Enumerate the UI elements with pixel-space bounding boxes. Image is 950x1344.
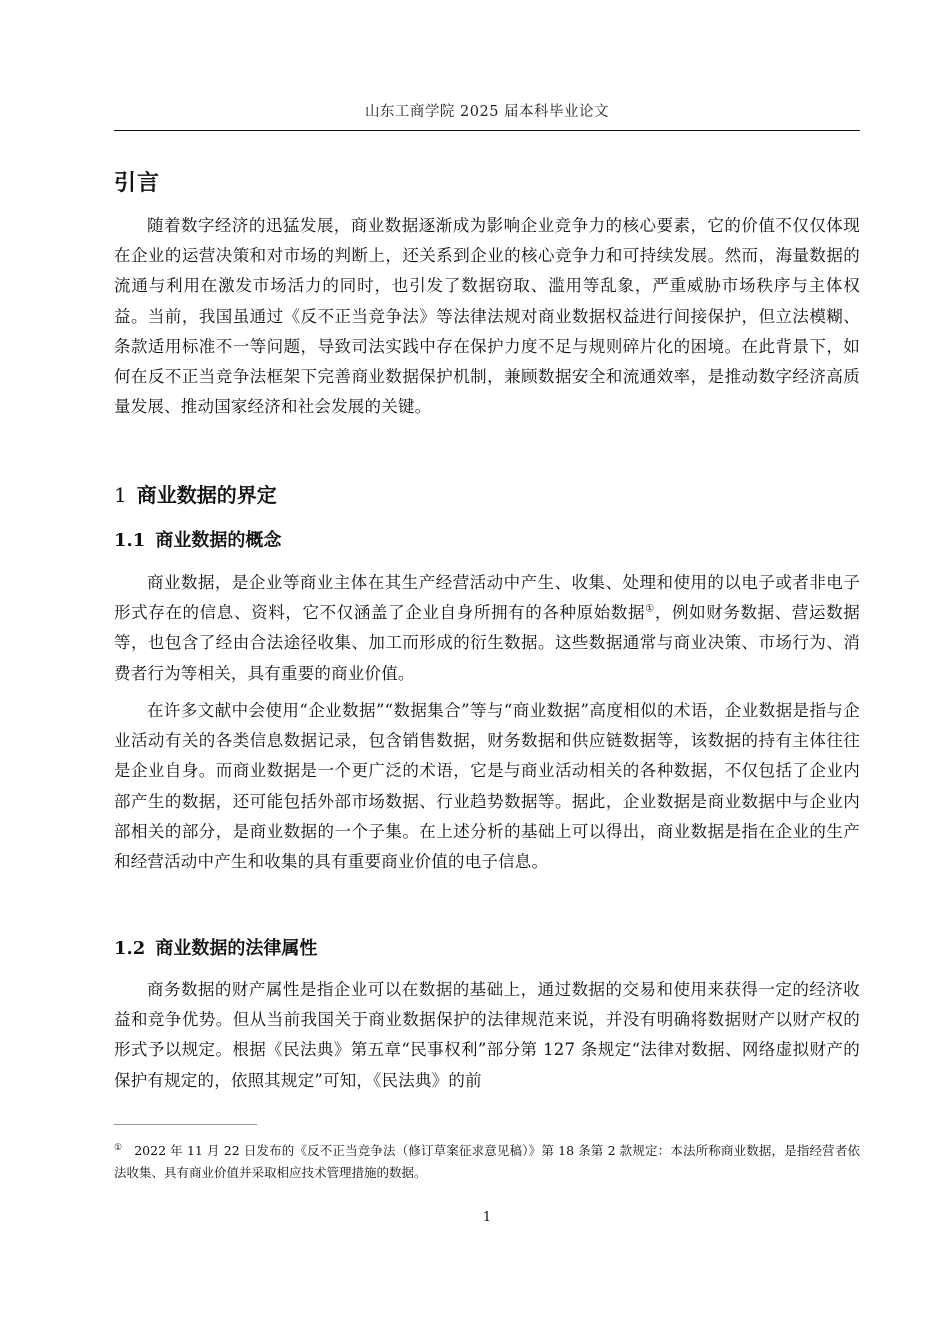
footnote-text: 2022 年 11 月 22 日发布的《反不正当竞争法（修订草案征求意见稿）》第 18 条第 2 款规定：本法所称商业数据，是指经营者依法收集、具有商业价值并采取相应技术管理措施的数据。: [114, 1143, 860, 1181]
header-rule: [114, 130, 860, 131]
paragraph-text: ，例如财务数据、营运数据等，也包含了经由合法途径收集、加工而形成的衍生数据。这些数据通常与商业决策、市场行为、消费者行为等相关，具有重要的商业价值。: [114, 603, 861, 683]
section-1-1-heading: [114, 526, 281, 552]
footnote-rule: [114, 1124, 257, 1125]
footnote-reference[interactable]: ①: [645, 603, 655, 615]
section-1-2-paragraph-1: 商务数据的财产属性是指企业可以在数据的基础上，通过数据的交易和使用来获得一定的经济收益和竞争优势。但从当前我国关于商业数据保护的法律规范来说，并没有明确将数据财产以财产权的形式予以规定。根据《民法典》第五章“民事权利”部分第 127 条规定“法律对数据、网络虚拟财产的保护有规定的，依照其规定”可知，《民法典》的前: [114, 980, 860, 1090]
section-1-heading: [114, 479, 277, 508]
section-1-2-number: 1.2: [114, 938, 146, 959]
section-1-title: 商业数据的界定: [136, 483, 277, 507]
intro-title: 引言: [114, 171, 161, 196]
footnote: [114, 1137, 860, 1184]
paragraph-text: 商业数据，是企业等商业主体在其生产经营活动中产生、收集、处理和使用的以电子或者非电子形式存在的信息、资料，它不仅涵盖了企业自身所拥有的各种原始数据: [114, 573, 860, 623]
page-number: 1: [482, 1210, 492, 1225]
section-1-1-number: 1.1: [114, 530, 146, 551]
footnote-mark: ①: [114, 1143, 123, 1153]
intro-paragraph: 随着数字经济的迅猛发展，商业数据逐渐成为影响企业竞争力的核心要素，它的价值不仅仅体现在企业的运营决策和对市场的判断上，还关系到企业的核心竞争力和可持续发展。然而，海量数据的流通与利用在激发市场活力的同时，也引发了数据窃取、滥用等乱象，严重威胁市场秩序与主体权益。当前，我国虽通过《反不正当竞争法》等法律法规对商业数据权益进行间接保护，但立法模糊、条款适用标准不一等问题，导致司法实践中存在保护力度不足与规则碎片化的困境。在此背景下，如何在反不正当竞争法框架下完善商业数据保护机制，兼顾数据安全和流通效率，是推动数字经济高质量发展、推动国家经济和社会发展的关键。: [114, 216, 860, 417]
running-header: 山东工商学院 2025 届本科毕业论文: [364, 104, 610, 120]
section-1-2-heading: [114, 934, 317, 960]
section-1-2-title: 商业数据的法律属性: [155, 938, 318, 959]
section-1-1-paragraph-1: [114, 568, 860, 689]
section-1-1-paragraph-2: 在许多文献中会使用“企业数据”“数据集合”等与“商业数据”高度相似的术语，企业数据是指与企业活动有关的各类信息数据记录，包含销售数据，财务数据和供应链数据等，该数据的持有主体往往是企业自身。而商业数据是一个更广泛的术语，它是与商业活动相关的各种数据，不仅包括了企业内部产生的数据，还可能包括外部市场数据、行业趋势数据等。据此，企业数据是商业数据中与企业内部相关的部分，是商业数据的一个子集。在上述分析的基础上可以得出，商业数据是指在企业的生产和经营活动中产生和收集的具有重要商业价值的电子信息。: [114, 701, 860, 872]
section-1-number: 1: [114, 483, 127, 507]
section-1-1-title: 商业数据的概念: [155, 530, 282, 551]
